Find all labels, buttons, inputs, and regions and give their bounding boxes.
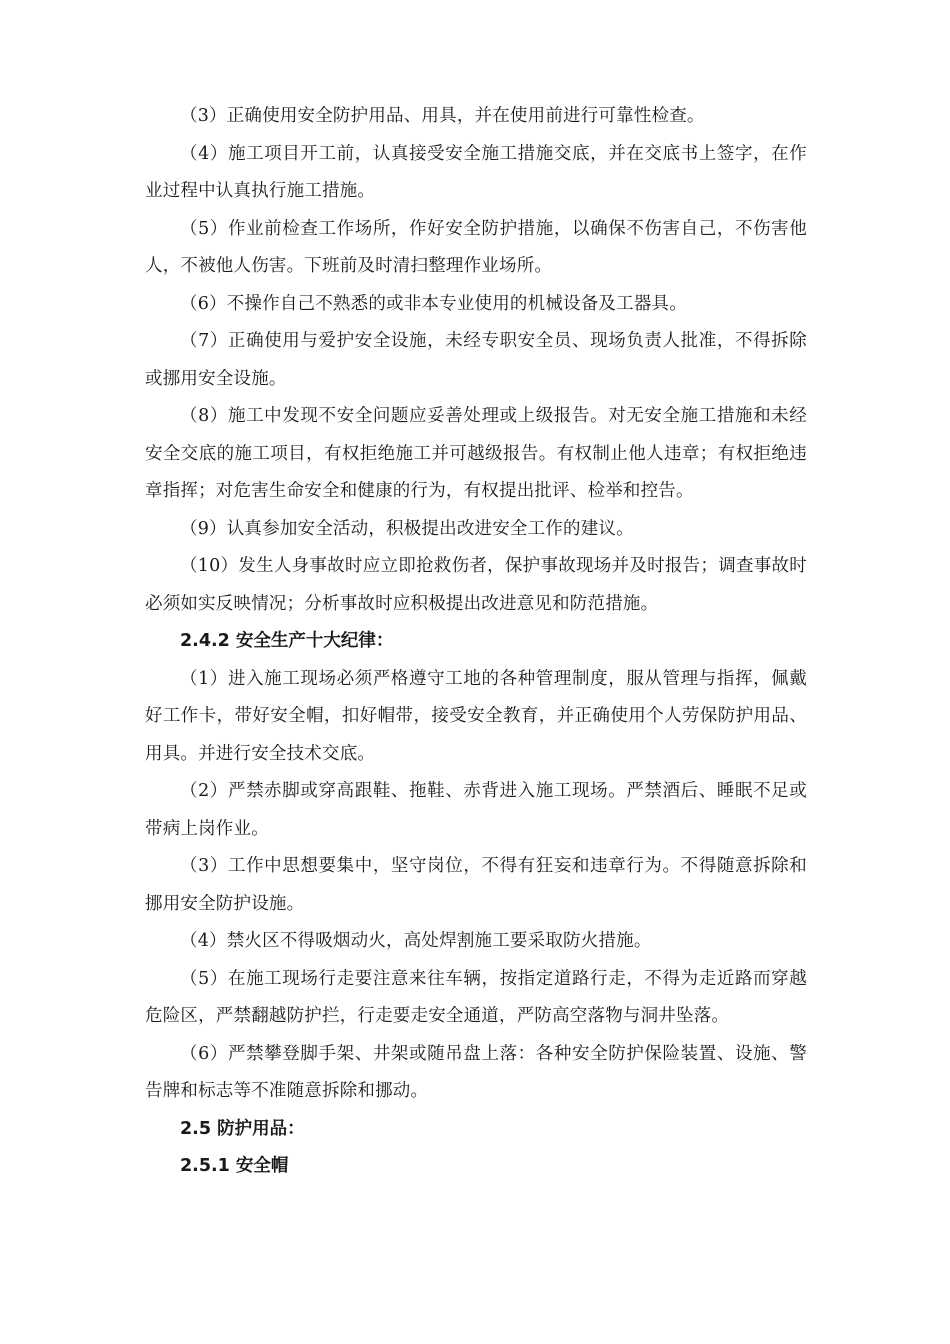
discipline-item-6: （6）严禁攀登脚手架、井架或随吊盘上落：各种安全防护保险装置、设施、警告牌和标志等不准随意拆除和挪动。 — [145, 1043, 807, 1101]
paragraph-item-3: （3）正确使用安全防护用品、用具，并在使用前进行可靠性检查。 — [180, 106, 705, 126]
paragraph-item-5: （5）作业前检查工作场所，作好安全防护措施，以确保不伤害自己，不伤害他人，不被他人伤害。下班前及时清扫整理作业场所。 — [145, 218, 807, 276]
paragraph-item-4: （4）施工项目开工前，认真接受安全施工措施交底，并在交底书上签字，在作业过程中认真执行施工措施。 — [145, 143, 807, 201]
section-heading-2-5-1: 2.5.1 安全帽 — [180, 1156, 289, 1176]
discipline-item-2: （2）严禁赤脚或穿高跟鞋、拖鞋、赤背进入施工现场。严禁酒后、睡眠不足或带病上岗作业。 — [145, 781, 807, 839]
paragraph-item-10: （10）发生人身事故时应立即抢救伤者，保护事故现场并及时报告；调查事故时必须如实反映情况；分析事故时应积极提出改进意见和防范措施。 — [145, 556, 807, 614]
paragraph-item-8: （8）施工中发现不安全问题应妥善处理或上级报告。对无安全施工措施和未经安全交底的施工项目，有权拒绝施工并可越级报告。有权制止他人违章；有权拒绝违章指挥；对危害生命安全和健康的行为，有权提出批评、检举和控告。 — [145, 406, 807, 501]
discipline-item-1: （1）进入施工现场必须严格遵守工地的各种管理制度，服从管理与指挥，佩戴好工作卡，带好安全帽，扣好帽带，接受安全教育，并正确使用个人劳保防护用品、用具。并进行安全技术交底。 — [145, 668, 807, 764]
discipline-item-3: （3）工作中思想要集中，坚守岗位，不得有狂妄和违章行为。不得随意拆除和挪用安全防护设施。 — [145, 856, 807, 914]
section-heading-2-4-2: 2.4.2 安全生产十大纪律： — [180, 631, 394, 651]
document-page — [145, 98, 807, 1186]
discipline-item-4: （4）禁火区不得吸烟动火，高处焊割施工要采取防火措施。 — [180, 931, 652, 951]
paragraph-item-7: （7）正确使用与爱护安全设施，未经专职安全员、现场负责人批准，不得拆除或挪用安全设施。 — [145, 331, 807, 389]
discipline-item-5: （5）在施工现场行走要注意来往车辆，按指定道路行走，不得为走近路而穿越危险区，严禁翻越防护拦，行走要走安全通道，严防高空落物与洞井坠落。 — [145, 968, 807, 1026]
section-heading-2-5: 2.5 防护用品： — [180, 1118, 305, 1139]
paragraph-item-9: （9）认真参加安全活动，积极提出改进安全工作的建议。 — [180, 518, 634, 539]
paragraph-item-6: （6）不操作自己不熟悉的或非本专业使用的机械设备及工器具。 — [180, 293, 687, 314]
